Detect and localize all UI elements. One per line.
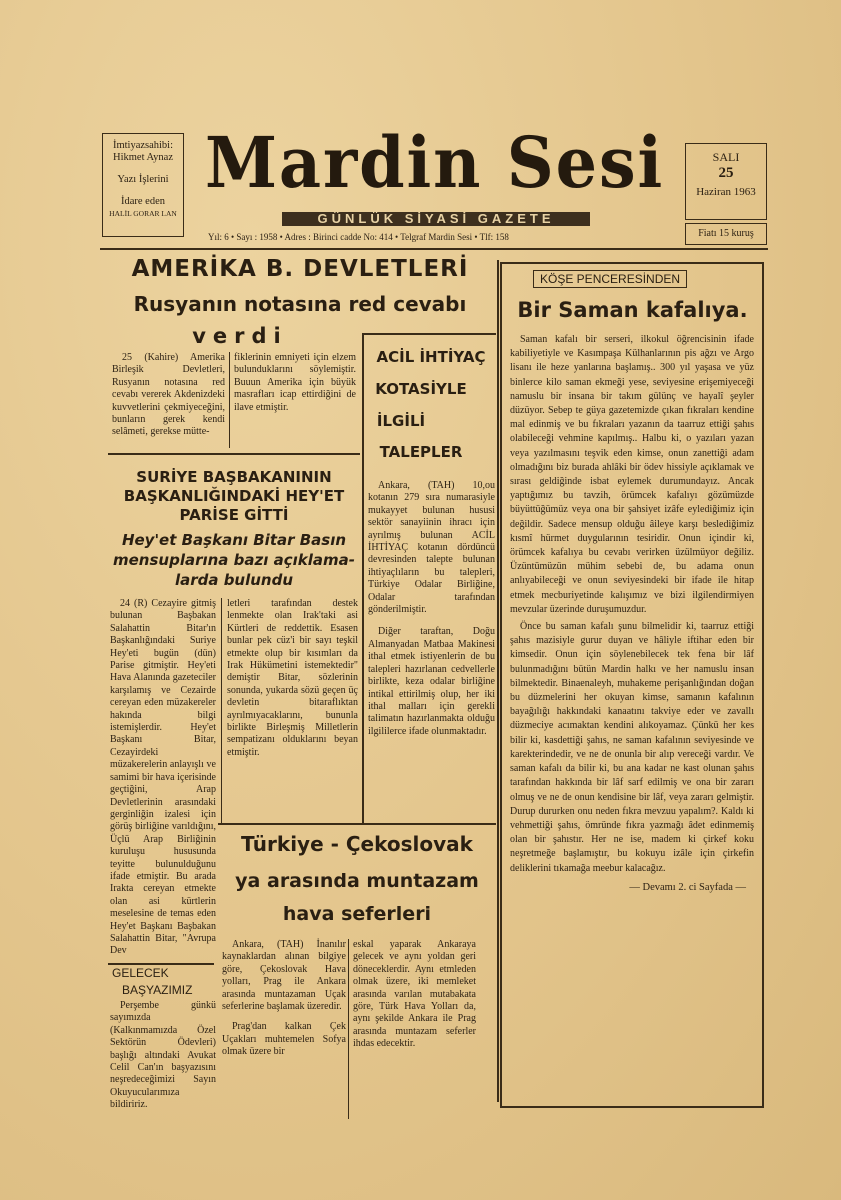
masthead-divider: [100, 248, 768, 250]
usa-headline-1: AMERİKA B. DEVLETLERİ: [131, 256, 469, 282]
flights-col1-text: Ankara, (TAH) İnanılır kaynaklardan alınan bilgiye göre, Çekoslovak Hava yolları, Prag ile Ankara arasında muntazaman Uçak seferlerine başlamak üzeredir.: [222, 939, 346, 1013]
syria-col-divider: [221, 598, 222, 823]
gelecek-text: Perşembe günkü sayımızda (Kalkınmamızda Özel Sektörün Ödevleri) başlığı altındaki Avukat Celil Can'ın başyazısını neşredeceğimizi Sayın Okuyucularımıza bildiririz.: [110, 1000, 216, 1111]
syria-subhead-3: larda bulundu: [174, 571, 294, 589]
acil-p2: Diğer taraftan, Doğu Almanyadan Matbaa Makinesi ithal etmek istiyenlerin de bu talepleri hazırlanan cedvellerle birlikte, keza odalar birliğine intikal ettirilmiş olup, her iki ithal malları için gerekli talimatın hazırlanmakta olduğu ilgililerce ifade olunmaktadır.: [368, 626, 495, 737]
price-box: [685, 223, 767, 245]
issue-month-year: Haziran 1963: [696, 186, 756, 198]
flights-col1b-text: Prag'dan kalkan Çek Uçakları muhtemelen Sofya olmak üzere bir: [222, 1021, 346, 1058]
usa-column-2: [234, 352, 356, 417]
usa-col2-text: fiklerinin emniyeti için elzem bulunduklarını söylemiştir. Buuun Amerika için büyük masrafları icap ettirdiğini de ilave etmiştir.: [234, 352, 356, 413]
editor-label: Yazı İşlerini: [117, 174, 169, 185]
owner-name: Hikmet Aynaz: [113, 152, 173, 163]
syria-headline-3: PARİSE GİTTİ: [179, 506, 289, 524]
usa-headline-3: verdi: [192, 324, 288, 348]
flights-col-divider: [348, 939, 349, 1119]
acil-headline-4: TALEPLER: [379, 443, 463, 461]
syria-column-1: [110, 598, 216, 964]
syria-col1-text: 24 (R) Cezayire gitmiş bulunan Başbakan Salahattin Bitar'ın Başkanlığındaki Suriye Hey'eti bugün (dün) Parise gitmiştir. Hey'eti Hava Alanında gazeteciler karşılamış ve Cezairde cereyan eden müzakereler hakında bilgi istemişlerdir. Hey'et Başkanı Bitar, Cezayirdeki müzakerelerin anlayışlı ve samimi bir hava içerisinde geçtiğini, Arap Devletlerinin arasındaki gerginliğin izalesi için görüş birliğine varıldığını, Üçlü Arap Birliğinin kuruluşu hususunda teyitte bulunulduğunu ifade etmiştir. Bu arada Irakta cereyan etmekte olan asi kürtlerin meselesine de temas eden Hey'et Başkanı Başbakan Salahattin Bitar, "Avrupa Dev: [110, 598, 216, 957]
acil-column: [368, 480, 495, 741]
syria-headline-1: SURİYE BAŞBAKANININ: [136, 468, 332, 486]
acil-headline-2: KOTASİYLE: [375, 380, 467, 398]
flights-column-1: [222, 939, 346, 1062]
flights-headline-3: hava seferleri: [282, 903, 432, 925]
flights-col2-text: eskal yaparak Ankaraya gelecek ve aynı yoldan geri döneceklerdir. Aynı etmleden olmak üzere, iki memleket arasında varılan mutabakata göre, Türk Hava Yolları da, aynı şekilde Ankara ile Prag arasında muntazam seferler ihdas edecektir.: [353, 939, 476, 1050]
gelecek-headline-1: GELECEK: [112, 966, 169, 980]
usa-col-divider: [229, 352, 230, 448]
owner-label: İmtiyazsahibi:: [112, 140, 174, 151]
kose-continued: — Devamı 2. ci Sayfada —: [629, 881, 746, 893]
acil-headline-3: İLGİLİ: [376, 412, 426, 430]
gelecek-headline-2: BAŞYAZIMIZ: [122, 983, 193, 997]
kose-p2: Önce bu saman kafalı şunu bilmelidir ki, taarruz ettiği şahıs mazisiyle gurur duyan ve hâliyle iftihar eden bir kimsedir. Onun için söylenebilecek tek fena bir lâf bulunmadığını bütün Mardin halkı ve her namuslu insan bilmektedir. Binaenaleyh, muhakeme perişanlığından doğan bu düzmelerini her okuyan kimse, samanın kafalının bayağılığı hakkındaki kanaatını takviye eder ve zavallı düzmeciye acımaktan kendini alıkoyamaz. Çünkü her kes bilir ki, kasdettiği şahıs, ne saman kafalının seviyesinde ve karekterindedir, ve ne de onunla bir alıp vereceği vardır. Ve saman kafalı da bilir ki, bu ana kadar ne kast olunan şahıs tarafından hakkında bir lâf sarf edilmiş ve ona bir zararı olmuş ve ne de onun kendisine bir lâf, veya zararı gelmiştir. Durup dururken onu neden fıkra mevzuu yapalım?. Kaldı ki vehmettiği şahıs, ömründe fıkra yazmağı âdet edinmemiş olan bir şahıstır. Her ne ise, madem ki çirkef koku neşretmeğe başlamıştır, bu kokuyu izâle için çirkefin deliklerini tıkamağa meebur kalacağız.: [510, 621, 754, 874]
syria-subhead-2: mensuplarına bazı açıklama-: [113, 551, 355, 569]
flights-headline-1: Türkiye - Çekoslovak: [241, 832, 473, 856]
usa-col1-text: 25 (Kahire) Amerika Birleşik Devletleri, Rusyanın notasına red cevabı vererek Akdenizdeki kuvvetlerini çekmiyeceğini, bunların gerek kendi selâmeti, gerekse mütte-: [112, 352, 225, 438]
kose-label: KÖŞE PENCERESİNDEN: [533, 270, 687, 288]
acil-top-rule: [364, 333, 496, 335]
masthead-left-box: [102, 133, 184, 237]
syria-headline-2: BAŞKANLIĞINDAKİ HEY'ET: [123, 487, 345, 505]
acil-p1: Ankara, (TAH) 10,ou kotanın 279 sıra numarasiyle mukayyet bulunan hususi sektör sanayiinin ihracı için ayrılmış bulunan ACİL İHTİYAÇ kotanın dördüncü devresinden talepte bulunan ihtiyaçlıların bu talepleri, Türkiye Odalar Birliğine, Odalar tarafından gönderilmiştir.: [368, 480, 495, 616]
center-right-divider: [497, 260, 499, 1102]
left-block-divider: [362, 333, 364, 823]
newspaper-title: Mardin Sesi: [205, 121, 665, 204]
usa-column-1: [112, 352, 225, 442]
usa-bottom-rule: [108, 453, 360, 455]
acil-headline-1: ACİL İHTİYAÇ: [376, 348, 486, 366]
issue-day: SALI: [712, 150, 740, 164]
flights-top-rule: [218, 823, 496, 825]
issue-price: Fiatı 15 kuruş: [698, 228, 754, 239]
kose-headline: Bir Saman kafalıya.: [517, 298, 748, 322]
syria-subhead-1: Hey'et Başkanı Bitar Basın: [121, 531, 347, 549]
masthead-right-box: [685, 143, 767, 220]
issue-date-number: 25: [718, 165, 734, 181]
manager-label: İdare eden: [120, 196, 165, 207]
gelecek-top-rule: [108, 963, 214, 965]
syria-col2-text: letleri tarafından destek lenmekte olan Irak'taki asi Kürtleri de reddettik. Esasen bunlar pek cüz'i bir sayı teşkil etmekte olup bir kısımları da Irak Hükümetini istemektedir" demiştir Bitar, sözlerinin sonunda, yukarda sözü geçen üç devletin bitaraflıktan ayrılmıyacaklarını, bununla birlikte Birleşmiş Milletlerin sempatizanı olduklarını beyan etmiştir.: [227, 598, 358, 758]
manager-name: HALİL GORAR LAN: [109, 209, 177, 218]
flights-headline-2: ya arasında muntazam: [235, 870, 479, 892]
syria-column-2: [227, 598, 358, 762]
masthead-info-line: Yıl: 6 • Sayı : 1958 • Adres : Birinci cadde No: 414 • Telgraf Mardin Sesi • Tlf: 158: [208, 232, 509, 242]
kose-column: [510, 333, 754, 894]
newspaper-subtitle: GÜNLÜK SİYASİ GAZETE: [282, 212, 590, 226]
gelecek-column: [110, 1000, 216, 1115]
usa-headline-2: Rusyanın notasına red cevabı: [133, 292, 467, 316]
kose-p1: Saman kafalı bir serseri, ilkokul öğrencisinin ifade kabiliyetiyle ve Kasımpaşa Külhanlarının pis ağzı ve Argo lisanı ile heze yanlarına başlamış.. 300 yıl yaşasa ve yüz binlerce kilo saman ekmeği yese, seviyesine erişemiyeceği namuslu bir insana bir takım gülünç ve hayalî şeyler düzüyor. Sebep te güya gazetemizde çıkan fıkraları kendine mal edinmiş ve bu fıkraları yazanın da taarruz ettiği şahıs olabileceği vehmine kapılmış.. Halbu ki, o yazıları yazan veya yazılmasını teşvik eden kimse, onun zanettiği adam olmadığını biz burada ahlâki bir ödev hissiyle açıklamak ve sırası geldiğinde isbat eylemek durumundayız. Ancak yaptığımız bu tavzih, örümcek kafalıyı gözümüzde büyüttüğümüz veya ona bir şahsiyet izâfe eylediğimiz için değildir. Sadece mensup olduğu âileye karşı beslediğimiz kısmî hürmet duygularının tesiridir. Onun içindir ki, örümcek kafalıya bu cevabı verirken üzülmüyor değiliz. Üzüntümüzün mühim sebebi de, bu adama onun anlıyabileceği ve onun seviyesindeki bir ifade ile hitap etmek mecburiyetinde kalışımız ve bizi ilgilendirmiyen mevzular üzerinde duruşumuzdur.: [510, 334, 754, 615]
flights-column-2: [353, 939, 476, 1054]
